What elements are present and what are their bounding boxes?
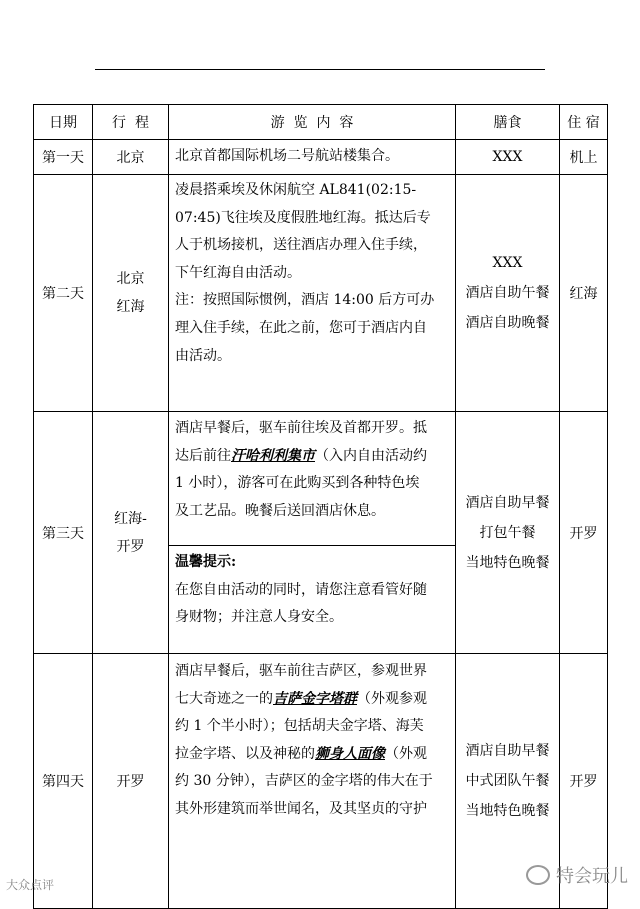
content-text: （入内自由活动约 [315,447,427,464]
header-row [34,105,608,140]
route-cell [93,412,169,654]
content-text: 七大奇迹之一的 [175,690,273,707]
content-cell [169,654,456,909]
route-line: 北京 [116,271,145,287]
meal-line: 酒店自助早餐 [465,494,550,511]
stay-cell: 开罗 [560,412,608,654]
content-line: 约 30 分钟），吉萨区的金字塔的伟大在于 [175,773,433,790]
table-row [34,175,608,412]
table-row [34,412,608,546]
day-label: 第二天 [34,175,93,412]
content-line: 及工艺品。晚餐后送回酒店休息。 [175,502,385,519]
day-label: 第四天 [34,654,93,909]
stay-cell: 机上 [560,140,608,175]
route-cell [93,175,169,412]
header-route: 行 程 [93,105,169,140]
highlight-place: 汗哈利利集市 [231,447,315,464]
highlight-place: 吉萨金字塔群 [273,690,357,707]
route-line: 红海- [114,510,147,527]
content-line: 注：按照国际惯例，酒店 14:00 后方可办 [175,292,435,309]
stay-cell: 开罗 [560,654,608,909]
header-content: 游 览 内 容 [169,105,456,140]
tip-line: 身财物；并注意人身安全。 [175,609,343,626]
table-row [34,140,608,175]
table-row [34,654,608,909]
meal-line: 酒店自助早餐 [465,743,550,759]
content-line: 约 1 个半小时）；包括胡夫金字塔、海芙 [175,718,424,735]
content-line: 酒店早餐后，驱车前往吉萨区，参观世界 [175,663,427,679]
watermark-right [526,862,628,888]
route-cell: 北京 [93,140,169,175]
meal-line: 打包午餐 [479,524,536,541]
content-text: 达后前往 [175,447,231,464]
content-line: 酒店早餐后，驱车前往埃及首都开罗。抵 [175,420,427,436]
meal-line: 酒店自助晚餐 [465,315,550,331]
route-cell: 开罗 [93,654,169,909]
header-meals: 膳食 [456,105,560,140]
header-stay: 住 宿 [560,105,608,140]
itinerary-table [33,104,608,909]
wechat-icon [526,865,550,885]
content-cell [169,412,456,546]
content-line: 凌晨搭乘埃及休闲航空 AL841(02:15- [175,182,417,198]
content-line [175,443,449,471]
route-line: 开罗 [116,538,145,555]
content-cell [169,175,456,412]
tip-cell [169,546,456,654]
meals-cell: XXX [456,140,560,175]
content-line: 07:45)飞往埃及度假胜地红海。抵达后专 [175,209,431,226]
content-line: 人于机场接机，送往酒店办理入住手续， [175,237,427,254]
meal-line: 中式团队午餐 [465,773,550,789]
meals-cell [456,175,560,412]
top-rule [95,69,545,70]
content-cell: 北京首都国际机场二号航站楼集合。 [169,140,456,175]
watermark-right-text: 特会玩儿 [556,866,628,887]
stay-cell: 红海 [560,175,608,412]
content-line: 1 小时），游客可在此购买到各种特色埃 [175,475,420,492]
content-line [175,686,449,714]
content-line: 理入住手续，在此之前，您可于酒店内自 [175,319,427,336]
highlight-place: 狮身人面像 [315,745,385,762]
content-line: 其外形建筑而举世闻名，及其坚贞的守护 [175,800,427,817]
day-label: 第一天 [34,140,93,175]
header-date: 日期 [34,105,93,140]
content-text: （外观 [385,745,427,762]
tip-line: 在您自由活动的同时，请您注意看管好随 [175,581,427,598]
meal-line: XXX [492,255,523,271]
meal-line: 当地特色晚餐 [465,803,550,819]
content-line: 下午红海自由活动。 [175,264,301,281]
meal-line: 酒店自助午餐 [465,285,550,301]
tip-title: 温馨提示: [175,554,237,570]
route-line: 红海 [116,299,145,315]
watermark-left: 大众点评 [6,878,55,892]
meals-cell [456,412,560,654]
day-label: 第三天 [34,412,93,654]
meal-line: 当地特色晚餐 [465,554,550,571]
content-line [175,741,449,769]
content-line: 由活动。 [175,347,231,364]
content-text: 拉金字塔、以及神秘的 [175,745,315,762]
content-text: （外观参观 [357,690,427,707]
